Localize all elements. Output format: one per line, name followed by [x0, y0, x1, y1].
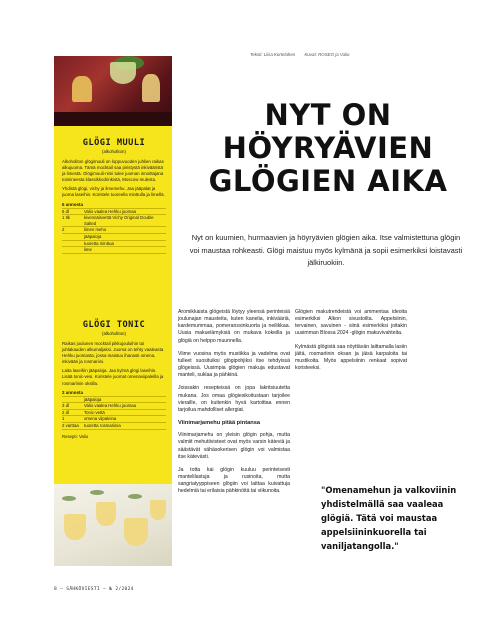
ingredient-list	[62, 208, 166, 254]
ingredient-row: 2 varttaa tuoretta rosmariinia	[62, 422, 166, 430]
ingredient-row: jääpaloja	[62, 233, 166, 240]
headline-line: HÖYRYÄVIEN	[222, 131, 434, 165]
recipe-title: GLÖGI TONIC	[82, 320, 146, 330]
paragraph: Viinimarjamehu on yleisin glögin pohja, mutta valmiit mehutiivisteet ovat myös varsin käteviä ja säästävät vähäsokerisen glögin voi valmistaa itse kätevästi.	[178, 432, 290, 460]
paragraph: Ja totta kai glögin kuuluu perinteisesti mantelilastuja ja rusinoita, mutta sangriatyyppiseen glögiin voi laittaa kuivattuja hedelmiä tai erilaisia pähkinöitä tai viikunoita.	[178, 466, 290, 495]
subheading: Viinimarjamehu pitää pintansa	[178, 420, 261, 427]
recipe-subtitle: (alkoholiton)	[102, 331, 126, 336]
pull-quote: "Omenamehun ja valkoviinin yhdistelmällä saa vaaleaa glögiä. Tätä voi maustaa appelsiininkuorella tai vaniljatangolla."	[321, 485, 457, 551]
ingredient-row: 1 tlk kivennäisvettä Vichy Original Double Salted	[62, 214, 166, 226]
drink-photo-top	[54, 56, 172, 126]
headline-line: GLÖGIEN AIKA	[208, 164, 448, 198]
lead-paragraph: Nyt on kuumien, hurmaavien ja höyryävien glögien aika. Itse valmistettuna glögin voi maustaa rohkeasti. Glögi maistuu myös kylmänä ja sopii esimerkiksi loistavasti jälkiruokiin.	[189, 233, 463, 267]
ingredient-row: 6 dl Valio vaalea Hehku juomaa	[62, 208, 166, 215]
ingredient-row: tuoretta minttua	[62, 240, 166, 247]
ingredient-row: jääpaloja	[62, 396, 166, 403]
paragraph: Aromikkaista glögeistä löytyy yleensä perinteisiä joulunajan mausteita, kuten kanelia, inkivääriä, kardemummaa, pomeranssinkuorta ja neilikkaa. Uusia makuelämyksiä on mukava kokeilla ja glögiä on helppo muunnella.	[178, 309, 290, 344]
recipe-title: GLÖGI MUULI	[82, 138, 146, 148]
ingredient-row: 2 dl Tonic-vettä	[62, 409, 166, 416]
article-column-2	[295, 309, 407, 378]
paragraph: Glögien makutrendeistä voi ammentaa ideoita esimerkiksi Alkon sivustoilta. Appelsiinin, tervainen, savuinen - siinä esimerkiksi joitakin uusimman Blossa 2024 -glögin makuvivahteita.	[295, 309, 407, 337]
ingredient-row: 3 dl Valio vaalea Hehku juomaa	[62, 402, 166, 409]
recipe-serves: 2 annosta	[62, 389, 84, 395]
recipe-method: Laita laseihin jääpaloja. Jaa kylmä glögi laseihin. Lisää tonic-vesi. Koristele juomat omenaviipaleilla ja rosmariinin oksilla.	[62, 368, 164, 386]
recipe-intro: Alkoholiton glögimuuli on loppuvuoden juhlien raikas alkujuoma. Tämä mocktail saa piristystä inkivääristä ja limestä. Glögimuuli-nimi tulee juoman innoittajana toimineesta klassikkodrinkistä, Moscow mulesta.	[62, 159, 164, 183]
ingredient-row: 2 limen mehu	[62, 226, 166, 233]
headline	[186, 99, 470, 198]
paragraph: Kylmästä glögistä saa nöyttävän laittamalla lasiin jäitä, rosmariinin oksan ja jäisä karpaloita tai mustikoita. Myös appelsiinin renkaat sopivat koristeeksi.	[295, 343, 407, 372]
recipe-serves: 6 annosta	[62, 201, 84, 207]
recipe-subtitle: (alkoholiton)	[102, 149, 126, 154]
recipe-box-glogi-tonic	[54, 308, 172, 484]
page-folio: 8 — SÄHKÖVIESTI — № 2/2024	[54, 587, 134, 592]
recipe-source: Resepti: Valio	[62, 433, 89, 439]
text-credit: Teksti: Liisa Kortelahen	[250, 52, 296, 57]
ingredient-row: lime	[62, 246, 166, 254]
recipe-box-glogi-muuli	[54, 126, 172, 308]
ingredient-row: 1 omena viipaleina	[62, 415, 166, 422]
paragraph: Viime vuosina myös mustikka ja vadelma ovat tulleet suosituiksi glögipohjiksi itse tehdyissä glögeissä. Uusimpia glögien makuja edustavat manteli, suklaa ja pähkinä.	[178, 350, 290, 379]
ingredient-list	[62, 396, 166, 430]
drink-photo-bottom	[54, 484, 172, 566]
credits	[250, 52, 349, 57]
recipe-intro: Raikas joulunen mocktail pikkujouluihin tai juhlakauden alkumaljaksi. Juoma on tehty vaaleasta Hehku juomasta, jossa maistuu ihanasti omena, inkivääri ja rosmariini.	[62, 341, 164, 365]
photo-credit: Kuvat: ROSEO ja Valio	[304, 52, 350, 57]
recipe-method: Yhdistä glögi, vichy ja limemehu. Jaa jääpalat ja juoma laseihin. Koristele tuoreella minttulla ja limellä.	[62, 186, 165, 198]
article-column-1	[178, 309, 290, 501]
paragraph: Joissakin resepteissä on jopa lakritsiuutetta mukana. Jos omaa glögiesikoitustaan tarjoilee vieraille, on kuitenkin hyvä kartoittaa ennen tarjoilua mahdolliset allergiat.	[178, 385, 290, 413]
headline-line: NYT ON	[264, 98, 392, 132]
